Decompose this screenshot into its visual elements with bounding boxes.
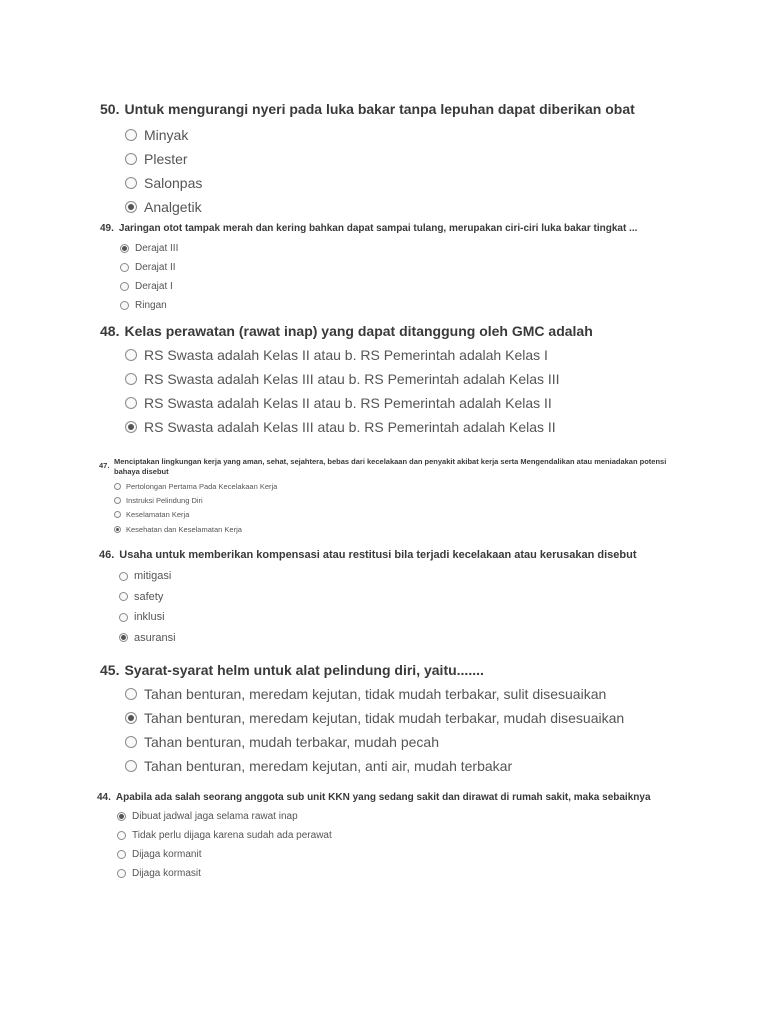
radio-button[interactable] (125, 129, 137, 141)
question-46 (99, 549, 637, 648)
option-2[interactable] (117, 845, 651, 864)
question-number: 45. (100, 662, 120, 678)
option-3[interactable] (114, 522, 679, 536)
radio-button[interactable] (125, 736, 137, 748)
option-0[interactable] (114, 479, 679, 493)
option-0[interactable] (119, 566, 637, 587)
option-3[interactable] (125, 415, 593, 439)
question-title (100, 223, 637, 239)
question-title (99, 457, 679, 479)
radio-button[interactable] (117, 869, 126, 878)
radio-button[interactable] (117, 850, 126, 859)
option-label: Instruksi Pelindung Diri (126, 495, 203, 505)
option-label: Derajat I (135, 281, 173, 292)
option-label: Tahan benturan, meredam kejutan, tidak mudah terbakar, mudah disesuaikan (144, 710, 625, 726)
option-label: asuransi (134, 631, 176, 644)
question-number: 44. (97, 792, 111, 803)
option-label: Derajat II (135, 262, 176, 273)
radio-button[interactable] (125, 688, 137, 700)
option-label: Kesehatan dan Keselamatan Kerja (126, 524, 242, 534)
question-title (97, 792, 651, 807)
option-1[interactable] (120, 258, 637, 277)
option-1[interactable] (119, 587, 637, 608)
option-0[interactable] (117, 807, 651, 826)
option-label: Tahan benturan, meredam kejutan, tidak mudah terbakar, sulit disesuaikan (144, 686, 607, 702)
option-label: Tidak perlu dijaga karena sudah ada perawat (132, 830, 332, 841)
radio-button[interactable] (119, 633, 128, 642)
option-label: RS Swasta adalah Kelas III atau b. RS Pemerintah adalah Kelas III (144, 371, 560, 387)
radio-button[interactable] (114, 497, 121, 504)
radio-button[interactable] (120, 301, 129, 310)
option-label: Pertolongan Pertama Pada Kecelakaan Kerja (126, 481, 278, 491)
radio-button[interactable] (125, 421, 137, 433)
option-3[interactable] (117, 864, 651, 883)
radio-button[interactable] (114, 483, 121, 490)
radio-button[interactable] (114, 526, 121, 533)
option-2[interactable] (125, 391, 593, 415)
question-text: Untuk mengurangi nyeri pada luka bakar tanpa lepuhan dapat diberikan obat (124, 101, 635, 117)
question-text: Apabila ada salah seorang anggota sub unit KKN yang sedang sakit dan dirawat di rumah sakit, maka sebaiknya (115, 792, 651, 803)
option-3[interactable] (125, 195, 635, 219)
option-1[interactable] (117, 826, 651, 845)
question-text: Syarat-syarat helm untuk alat pelindung diri, yaitu....... (124, 662, 484, 678)
radio-button[interactable] (125, 177, 137, 189)
question-title (100, 662, 624, 682)
option-2[interactable] (114, 508, 679, 522)
radio-button[interactable] (120, 263, 129, 272)
question-48 (100, 323, 593, 439)
option-label: Dijaga kormanit (132, 849, 202, 860)
option-1[interactable] (114, 493, 679, 507)
option-label: RS Swasta adalah Kelas II atau b. RS Pemerintah adalah Kelas II (144, 395, 552, 411)
option-label: Salonpas (144, 175, 203, 191)
option-label: Tahan benturan, meredam kejutan, anti air, mudah terbakar (144, 758, 513, 774)
option-label: Dibuat jadwal jaga selama rawat inap (132, 811, 298, 822)
question-title (99, 549, 637, 566)
option-label: safety (134, 590, 164, 603)
option-0[interactable] (125, 682, 624, 706)
radio-button[interactable] (125, 712, 137, 724)
radio-button[interactable] (117, 812, 126, 821)
option-label: Dijaga kormasit (132, 868, 201, 879)
question-number: 49. (100, 223, 114, 234)
question-number: 47. (99, 461, 110, 470)
radio-button[interactable] (119, 613, 128, 622)
question-text: Kelas perawatan (rawat inap) yang dapat ditanggung oleh GMC adalah (124, 323, 593, 339)
option-label: Keselamatan Kerja (126, 510, 190, 520)
radio-button[interactable] (125, 349, 137, 361)
question-45 (100, 662, 624, 778)
question-50 (100, 101, 635, 219)
option-label: inklusi (134, 611, 165, 624)
radio-button[interactable] (117, 831, 126, 840)
question-text: Jaringan otot tampak merah dan kering bahkan dapat sampai tulang, merupakan ciri-ciri luka bakar tingkat ... (118, 223, 638, 234)
radio-button[interactable] (120, 282, 129, 291)
question-text: Menciptakan lingkungan kerja yang aman, sehat, sejahtera, bebas dari kecelakaan dan penyakit akibat kerja serta Mengendalikan atau meniadakan potensi bahaya disebut (114, 457, 667, 476)
option-0[interactable] (120, 239, 637, 258)
radio-button[interactable] (125, 201, 137, 213)
option-1[interactable] (125, 147, 635, 171)
option-label: Analgetik (144, 199, 202, 215)
option-2[interactable] (120, 277, 637, 296)
radio-button[interactable] (125, 397, 137, 409)
radio-button[interactable] (125, 153, 137, 165)
radio-button[interactable] (120, 244, 129, 253)
option-3[interactable] (119, 628, 637, 649)
radio-button[interactable] (125, 373, 137, 385)
radio-button[interactable] (119, 592, 128, 601)
option-2[interactable] (119, 607, 637, 628)
option-2[interactable] (125, 730, 624, 754)
option-label: RS Swasta adalah Kelas II atau b. RS Pemerintah adalah Kelas I (144, 347, 548, 363)
radio-button[interactable] (119, 572, 128, 581)
option-3[interactable] (120, 296, 637, 315)
option-label: Derajat III (135, 243, 179, 254)
option-label: Ringan (135, 300, 167, 311)
question-number: 50. (100, 101, 120, 117)
question-49 (100, 223, 637, 315)
option-label: Minyak (144, 127, 189, 143)
option-1[interactable] (125, 706, 624, 730)
option-0[interactable] (125, 343, 593, 367)
option-label: mitigasi (134, 570, 172, 583)
radio-button[interactable] (125, 760, 137, 772)
question-number: 48. (100, 323, 120, 339)
option-2[interactable] (125, 171, 635, 195)
question-title (100, 323, 593, 343)
option-3[interactable] (125, 754, 624, 778)
option-label: Tahan benturan, mudah terbakar, mudah pecah (144, 734, 439, 750)
question-text: Usaha untuk memberikan kompensasi atau restitusi bila terjadi kecelakaan atau kerusakan disebut (119, 549, 637, 561)
option-0[interactable] (125, 123, 635, 147)
question-44 (97, 792, 651, 883)
radio-button[interactable] (114, 511, 121, 518)
question-47 (99, 457, 679, 536)
option-label: RS Swasta adalah Kelas III atau b. RS Pemerintah adalah Kelas II (144, 419, 556, 435)
question-title (100, 101, 635, 123)
option-label: Plester (144, 151, 188, 167)
option-1[interactable] (125, 367, 593, 391)
question-number: 46. (99, 549, 115, 561)
